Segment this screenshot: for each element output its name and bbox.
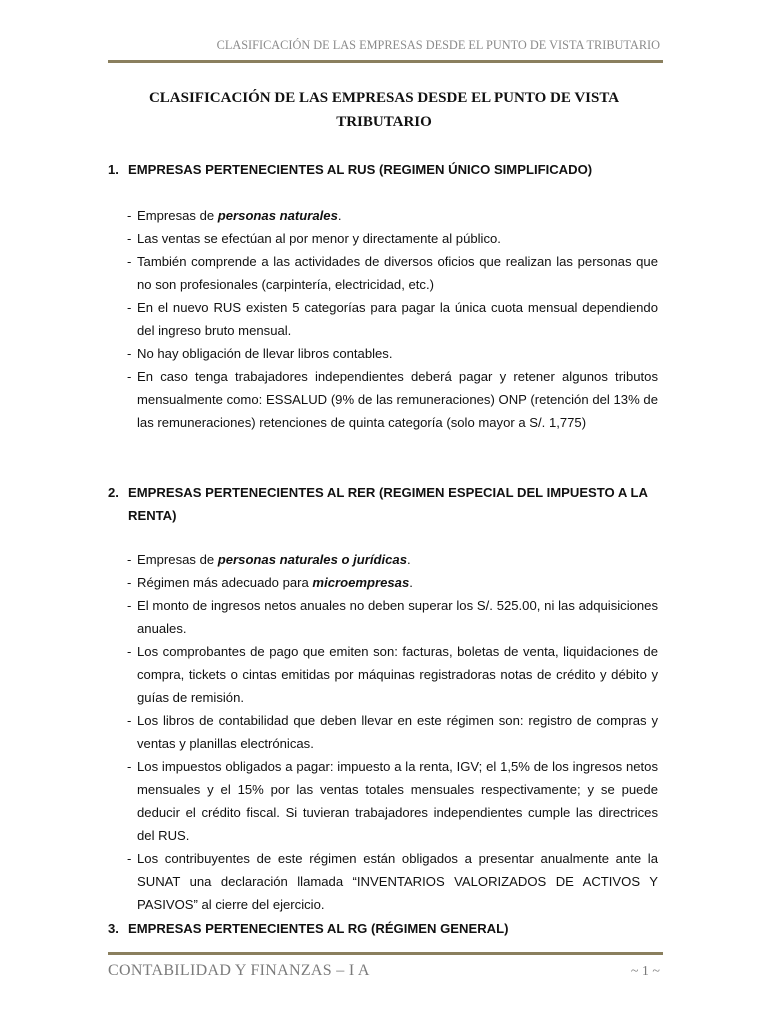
bullet-dash: -	[127, 208, 132, 223]
item-text-end: .	[409, 575, 413, 590]
item-text: Los libros de contabilidad que deben llevar en este régimen son: registro de compras y ventas y planillas electrónicas.	[137, 713, 658, 751]
running-header: CLASIFICACIÓN DE LAS EMPRESAS DESDE EL PUNTO DE VISTA TRIBUTARIO	[216, 38, 660, 52]
emphasis-text: personas naturales	[217, 208, 338, 223]
section-1-heading	[108, 158, 658, 181]
emphasis-text: personas naturales o jurídicas	[217, 552, 407, 567]
item-text: Las ventas se efectúan al por menor y directamente al público.	[137, 231, 501, 246]
list-item	[127, 204, 658, 227]
list-item	[127, 342, 658, 365]
header-divider	[108, 60, 663, 63]
item-text-end: .	[337, 208, 342, 223]
item-text: Régimen más adecuado para	[137, 575, 313, 590]
list-item	[127, 548, 658, 571]
bullet-dash: -	[127, 346, 132, 361]
bullet-dash: -	[127, 300, 132, 315]
list-item	[127, 365, 658, 434]
bullet-dash: -	[127, 552, 132, 567]
title-line-2: TRIBUTARIO	[336, 114, 432, 130]
item-text: También comprende a las actividades de diversos oficios que realizan las personas que no son profesionales (carpintería, electricidad, etc.)	[137, 254, 658, 292]
item-text: Empresas de	[137, 552, 218, 567]
bullet-dash: -	[127, 713, 132, 728]
section-2-title: EMPRESAS PERTENECIENTES AL RER (REGIMEN ESPECIAL DEL IMPUESTO A LA RENTA)	[128, 485, 648, 523]
item-text: En el nuevo RUS existen 5 categorías para pagar la única cuota mensual dependiendo del ingreso bruto mensual.	[137, 300, 658, 338]
bullet-dash: -	[127, 851, 132, 866]
list-item	[127, 250, 658, 296]
item-text: Los contribuyentes de este régimen están obligados a presentar anualmente ante la SUNAT una declaración llamada “INVENTARIOS VALORIZADOS DE ACTIVOS Y PASIVOS” al cierre del ejercicio.	[137, 851, 658, 912]
item-text: No hay obligación de llevar libros contables.	[137, 346, 393, 361]
item-text: El monto de ingresos netos anuales no deben superar los S/. 525.00, ni las adquisiciones anuales.	[137, 598, 658, 636]
list-item	[127, 594, 658, 640]
section-1-list	[127, 204, 658, 434]
item-text: En caso tenga trabajadores independientes deberá pagar y retener algunos tributos mensualmente como: ESSALUD (9% de las remuneraciones) ONP (retención del 13% de las remuneraciones) retenciones de quinta categoría (solo mayor a S/. 1,775)	[137, 369, 658, 430]
bullet-dash: -	[127, 598, 132, 613]
bullet-dash: -	[127, 759, 132, 774]
footer-course-label: CONTABILIDAD Y FINANZAS – I A	[108, 962, 370, 979]
bullet-dash: -	[127, 254, 132, 269]
item-text: Los impuestos obligados a pagar: impuesto a la renta, IGV; el 1,5% de los ingresos netos mensuales y el 15% por las ventas totales mensuales respectivamente; y se puede deducir el crédito fiscal. Si tuvieran trabajadores independientes cumple las directrices del RUS.	[137, 759, 658, 843]
bullet-dash: -	[127, 369, 132, 384]
section-3-number: 3.	[108, 921, 119, 936]
section-2-number: 2.	[108, 485, 119, 500]
bullet-dash: -	[127, 575, 132, 590]
item-text: Los comprobantes de pago que emiten son: facturas, boletas de venta, liquidaciones de compra, tickets o cintas emitidas por máquinas registradoras notas de crédito y débito y guías de remisión.	[137, 644, 658, 705]
list-item	[127, 847, 658, 916]
item-text-end: .	[406, 552, 411, 567]
list-item	[127, 709, 658, 755]
emphasis-text: microempresas	[312, 575, 410, 590]
list-item	[127, 755, 658, 847]
document-title	[108, 86, 660, 134]
title-line-1: CLASIFICACIÓN DE LAS EMPRESAS DESDE EL PUNTO DE VISTA	[148, 90, 620, 106]
section-1-number: 1.	[108, 162, 119, 177]
section-1-title: EMPRESAS PERTENECIENTES AL RUS (REGIMEN ÚNICO SIMPLIFICADO)	[128, 162, 593, 177]
section-2-list	[127, 548, 658, 916]
list-item	[127, 640, 658, 709]
list-item	[127, 227, 658, 250]
footer-divider	[108, 952, 663, 955]
page-number: ~ 1 ~	[630, 964, 660, 979]
list-item	[127, 571, 658, 594]
section-2-heading	[108, 481, 658, 527]
section-3-heading	[108, 917, 658, 940]
bullet-dash: -	[127, 231, 132, 246]
item-text: Empresas de	[137, 208, 218, 223]
section-3-title: EMPRESAS PERTENECIENTES AL RG (RÉGIMEN GENERAL)	[128, 921, 509, 936]
list-item	[127, 296, 658, 342]
bullet-dash: -	[127, 644, 132, 659]
